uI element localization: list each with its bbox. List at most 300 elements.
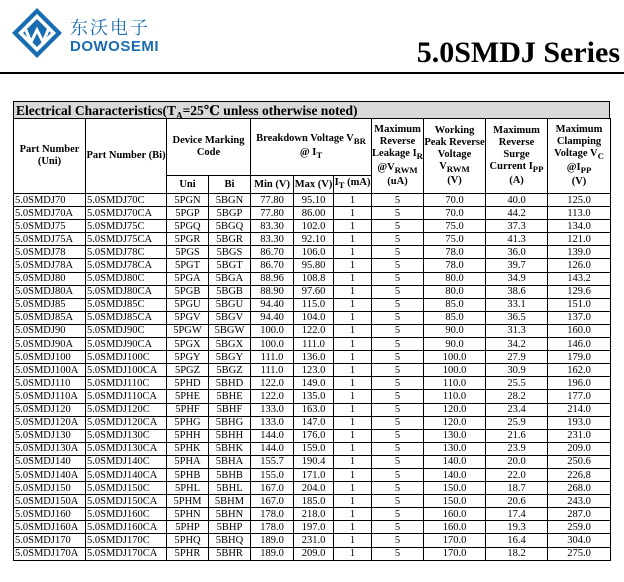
cell-part-uni: 5.0SMDJ150 [14, 482, 86, 495]
cell-vbr-min: 122.0 [251, 390, 294, 403]
cell-part-uni: 5.0SMDJ78 [14, 246, 86, 259]
cell-it: 1 [334, 455, 372, 468]
cell-it: 1 [334, 482, 372, 495]
cell-it: 1 [334, 207, 372, 220]
cell-surge: 30.9 [486, 364, 548, 377]
cell-marking-bi: 5BGV [209, 311, 251, 324]
cell-marking-uni: 5PGA [167, 272, 209, 285]
cell-surge: 31.3 [486, 324, 548, 337]
cell-marking-uni: 5PHH [167, 429, 209, 442]
cell-vrwm: 120.0 [424, 403, 486, 416]
cell-part-uni: 5.0SMDJ130A [14, 442, 86, 455]
cell-leakage: 5 [372, 220, 424, 233]
cell-vbr-max: 147.0 [294, 416, 334, 429]
cell-part-bi: 5.0SMDJ78C [86, 246, 167, 259]
cell-marking-uni: 5PHR [167, 547, 209, 560]
cell-marking-uni: 5PHP [167, 521, 209, 534]
table-row [14, 390, 611, 403]
cell-it: 1 [334, 429, 372, 442]
cell-surge: 34.2 [486, 338, 548, 351]
table-row [14, 403, 611, 416]
cell-part-bi: 5.0SMDJ140C [86, 455, 167, 468]
cell-vrwm: 70.0 [424, 207, 486, 220]
cell-marking-bi: 5BHD [209, 377, 251, 390]
cell-vbr-min: 100.0 [251, 338, 294, 351]
cell-vbr-min: 83.30 [251, 220, 294, 233]
cell-leakage: 5 [372, 259, 424, 272]
cell-clamp: 250.6 [548, 455, 611, 468]
cell-clamp: 113.0 [548, 207, 611, 220]
table-row [14, 298, 611, 311]
brand-name-chinese: 东沃电子 [70, 18, 150, 39]
cell-vrwm: 150.0 [424, 495, 486, 508]
cell-leakage: 5 [372, 311, 424, 324]
cell-part-bi: 5.0SMDJ170CA [86, 547, 167, 560]
cell-vrwm: 110.0 [424, 377, 486, 390]
cell-leakage: 5 [372, 521, 424, 534]
cell-marking-bi: 5BGY [209, 351, 251, 364]
cell-part-uni: 5.0SMDJ100 [14, 351, 86, 364]
cell-clamp: 177.0 [548, 390, 611, 403]
cell-surge: 19.3 [486, 521, 548, 534]
cell-clamp: 196.0 [548, 377, 611, 390]
cell-vbr-min: 88.90 [251, 285, 294, 298]
cell-marking-uni: 5PHA [167, 455, 209, 468]
cell-vbr-max: 190.4 [294, 455, 334, 468]
cell-vbr-max: 159.0 [294, 442, 334, 455]
cell-vrwm: 120.0 [424, 416, 486, 429]
cell-clamp: 137.0 [548, 311, 611, 324]
cell-vbr-max: 209.0 [294, 547, 334, 560]
cell-surge: 44.2 [486, 207, 548, 220]
cell-marking-uni: 5PGY [167, 351, 209, 364]
cell-vbr-max: 115.0 [294, 298, 334, 311]
section-title: Electrical $Characteristics(T_A=25℃$ unless otherwise noted) [13, 101, 610, 118]
cell-part-bi: 5.0SMDJ110CA [86, 390, 167, 403]
cell-part-bi: 5.0SMDJ78CA [86, 259, 167, 272]
cell-it: 1 [334, 220, 372, 233]
table-row [14, 233, 611, 246]
cell-clamp: 126.0 [548, 259, 611, 272]
cell-surge: 28.2 [486, 390, 548, 403]
cell-vbr-max: 176.0 [294, 429, 334, 442]
cell-surge: 20.6 [486, 495, 548, 508]
cell-vrwm: 75.0 [424, 233, 486, 246]
cell-vrwm: 90.0 [424, 338, 486, 351]
cell-part-uni: 5.0SMDJ85A [14, 311, 86, 324]
cell-vbr-max: 136.0 [294, 351, 334, 364]
cell-surge: 41.3 [486, 233, 548, 246]
cell-vrwm: 170.0 [424, 547, 486, 560]
cell-part-bi: 5.0SMDJ85C [86, 298, 167, 311]
cell-part-bi: 5.0SMDJ110C [86, 377, 167, 390]
cell-marking-uni: 5PHN [167, 508, 209, 521]
cell-marking-uni: 5PHQ [167, 534, 209, 547]
cell-leakage: 5 [372, 233, 424, 246]
cell-vbr-min: 178.0 [251, 508, 294, 521]
cell-part-uni: 5.0SMDJ75A [14, 233, 86, 246]
cell-clamp: 275.0 [548, 547, 611, 560]
cell-it: 1 [334, 272, 372, 285]
table-row [14, 246, 611, 259]
header-leakage: Maximum Reverse Leakage $I_R$ $@V_{RWM}$ (uA) [372, 119, 424, 194]
cell-vbr-max: 92.10 [294, 233, 334, 246]
cell-marking-uni: 5PGS [167, 246, 209, 259]
cell-part-uni: 5.0SMDJ140A [14, 468, 86, 481]
cell-it: 1 [334, 468, 372, 481]
cell-clamp: 259.0 [548, 521, 611, 534]
cell-it: 1 [334, 508, 372, 521]
cell-vrwm: 170.0 [424, 534, 486, 547]
cell-leakage: 5 [372, 298, 424, 311]
cell-clamp: 129.6 [548, 285, 611, 298]
cell-surge: 22.0 [486, 468, 548, 481]
cell-it: 1 [334, 285, 372, 298]
cell-vbr-min: 189.0 [251, 547, 294, 560]
cell-vrwm: 90.0 [424, 324, 486, 337]
table-row [14, 285, 611, 298]
cell-vrwm: 160.0 [424, 508, 486, 521]
cell-part-bi: 5.0SMDJ90C [86, 324, 167, 337]
header-vbr-max: Max (V) [294, 176, 334, 194]
cell-surge: 36.5 [486, 311, 548, 324]
cell-leakage: 5 [372, 534, 424, 547]
header-divider [0, 72, 624, 74]
cell-surge: 18.2 [486, 547, 548, 560]
header-part-bi: Part Number (Bi) [86, 119, 167, 194]
table-row [14, 338, 611, 351]
cell-leakage: 5 [372, 324, 424, 337]
cell-clamp: 226.8 [548, 468, 611, 481]
cell-it: 1 [334, 364, 372, 377]
cell-it: 1 [334, 442, 372, 455]
table-body [14, 194, 611, 561]
cell-part-bi: 5.0SMDJ120CA [86, 416, 167, 429]
table-row [14, 495, 611, 508]
cell-part-bi: 5.0SMDJ160CA [86, 521, 167, 534]
cell-vbr-min: 77.80 [251, 194, 294, 207]
cell-surge: 16.4 [486, 534, 548, 547]
cell-part-bi: 5.0SMDJ100C [86, 351, 167, 364]
header-vbr-min: Min (V) [251, 176, 294, 194]
cell-vbr-max: 185.0 [294, 495, 334, 508]
cell-part-uni: 5.0SMDJ78A [14, 259, 86, 272]
table-row [14, 220, 611, 233]
cell-part-uni: 5.0SMDJ85 [14, 298, 86, 311]
cell-clamp: 243.0 [548, 495, 611, 508]
cell-it: 1 [334, 298, 372, 311]
cell-clamp: 139.0 [548, 246, 611, 259]
cell-part-bi: 5.0SMDJ75CA [86, 233, 167, 246]
cell-leakage: 5 [372, 547, 424, 560]
cell-part-bi: 5.0SMDJ75C [86, 220, 167, 233]
cell-vbr-max: 204.0 [294, 482, 334, 495]
cell-vbr-max: 123.0 [294, 364, 334, 377]
cell-marking-bi: 5BHN [209, 508, 251, 521]
cell-vbr-max: 102.0 [294, 220, 334, 233]
cell-leakage: 5 [372, 390, 424, 403]
cell-vbr-min: 100.0 [251, 324, 294, 337]
cell-it: 1 [334, 377, 372, 390]
cell-it: 1 [334, 259, 372, 272]
cell-vrwm: 78.0 [424, 259, 486, 272]
cell-surge: 23.9 [486, 442, 548, 455]
dowosemi-logo-icon [10, 6, 64, 60]
cell-it: 1 [334, 338, 372, 351]
cell-clamp: 151.0 [548, 298, 611, 311]
cell-vbr-max: 108.8 [294, 272, 334, 285]
cell-clamp: 121.0 [548, 233, 611, 246]
cell-vbr-max: 122.0 [294, 324, 334, 337]
cell-marking-bi: 5BGU [209, 298, 251, 311]
cell-vbr-min: 155.0 [251, 468, 294, 481]
cell-marking-bi: 5BHA [209, 455, 251, 468]
table-row [14, 521, 611, 534]
cell-marking-bi: 5BHL [209, 482, 251, 495]
cell-part-bi: 5.0SMDJ150C [86, 482, 167, 495]
cell-marking-uni: 5PGX [167, 338, 209, 351]
cell-leakage: 5 [372, 508, 424, 521]
cell-marking-bi: 5BGX [209, 338, 251, 351]
header-clamp: Maximum Clamping Voltage $V_C$ $@I_{PP}$ (V) [548, 119, 611, 194]
cell-marking-bi: 5BGS [209, 246, 251, 259]
table-row [14, 259, 611, 272]
cell-vbr-min: 133.0 [251, 403, 294, 416]
cell-marking-uni: 5PGB [167, 285, 209, 298]
cell-part-uni: 5.0SMDJ130 [14, 429, 86, 442]
cell-marking-bi: 5BGW [209, 324, 251, 337]
cell-clamp: 304.0 [548, 534, 611, 547]
cell-it: 1 [334, 246, 372, 259]
cell-part-bi: 5.0SMDJ160C [86, 508, 167, 521]
cell-part-uni: 5.0SMDJ150A [14, 495, 86, 508]
cell-part-uni: 5.0SMDJ170 [14, 534, 86, 547]
cell-vbr-max: 231.0 [294, 534, 334, 547]
cell-marking-uni: 5PGN [167, 194, 209, 207]
header-surge: Maximum Reverse Surge Current $I_{PP}$ (A) [486, 119, 548, 194]
cell-vbr-min: 189.0 [251, 534, 294, 547]
cell-vrwm: 140.0 [424, 455, 486, 468]
cell-vbr-max: 163.0 [294, 403, 334, 416]
cell-leakage: 5 [372, 351, 424, 364]
cell-vrwm: 80.0 [424, 272, 486, 285]
cell-marking-bi: 5BHB [209, 468, 251, 481]
cell-leakage: 5 [372, 194, 424, 207]
cell-clamp: 268.0 [548, 482, 611, 495]
cell-vrwm: 70.0 [424, 194, 486, 207]
table-row [14, 442, 611, 455]
cell-vbr-max: 95.10 [294, 194, 334, 207]
cell-leakage: 5 [372, 285, 424, 298]
cell-vrwm: 85.0 [424, 298, 486, 311]
cell-clamp: 125.0 [548, 194, 611, 207]
table-row [14, 377, 611, 390]
cell-vbr-min: 86.70 [251, 246, 294, 259]
cell-part-uni: 5.0SMDJ70 [14, 194, 86, 207]
cell-leakage: 5 [372, 416, 424, 429]
cell-leakage: 5 [372, 403, 424, 416]
cell-vbr-max: 104.0 [294, 311, 334, 324]
header-it: $I_T$ (mA) [334, 176, 372, 194]
cell-vbr-min: 155.7 [251, 455, 294, 468]
cell-marking-bi: 5BGP [209, 207, 251, 220]
cell-vbr-max: 86.00 [294, 207, 334, 220]
cell-part-bi: 5.0SMDJ130CA [86, 442, 167, 455]
cell-vrwm: 130.0 [424, 442, 486, 455]
cell-part-uni: 5.0SMDJ170A [14, 547, 86, 560]
cell-leakage: 5 [372, 482, 424, 495]
cell-marking-bi: 5BGZ [209, 364, 251, 377]
cell-marking-uni: 5PGZ [167, 364, 209, 377]
cell-vbr-min: 83.30 [251, 233, 294, 246]
header-marking-uni: Uni [167, 176, 209, 194]
cell-vbr-min: 178.0 [251, 521, 294, 534]
cell-marking-bi: 5BHP [209, 521, 251, 534]
cell-part-uni: 5.0SMDJ100A [14, 364, 86, 377]
cell-surge: 23.4 [486, 403, 548, 416]
table-row [14, 455, 611, 468]
cell-part-uni: 5.0SMDJ90A [14, 338, 86, 351]
cell-vbr-min: 122.0 [251, 377, 294, 390]
cell-vbr-max: 95.80 [294, 259, 334, 272]
cell-part-uni: 5.0SMDJ110A [14, 390, 86, 403]
cell-it: 1 [334, 194, 372, 207]
cell-leakage: 5 [372, 442, 424, 455]
cell-marking-uni: 5PGT [167, 259, 209, 272]
cell-marking-uni: 5PHG [167, 416, 209, 429]
cell-surge: 21.6 [486, 429, 548, 442]
header-marking-bi: Bi [209, 176, 251, 194]
cell-marking-bi: 5BGQ [209, 220, 251, 233]
cell-vrwm: 85.0 [424, 311, 486, 324]
cell-surge: 40.0 [486, 194, 548, 207]
cell-vrwm: 100.0 [424, 364, 486, 377]
table-row [14, 207, 611, 220]
table-row [14, 364, 611, 377]
cell-vbr-max: 111.0 [294, 338, 334, 351]
cell-clamp: 179.0 [548, 351, 611, 364]
cell-vrwm: 160.0 [424, 521, 486, 534]
cell-vbr-max: 97.60 [294, 285, 334, 298]
cell-surge: 25.9 [486, 416, 548, 429]
table-row [14, 508, 611, 521]
cell-part-uni: 5.0SMDJ160A [14, 521, 86, 534]
cell-part-uni: 5.0SMDJ70A [14, 207, 86, 220]
cell-surge: 38.6 [486, 285, 548, 298]
cell-vrwm: 80.0 [424, 285, 486, 298]
cell-marking-bi: 5BHH [209, 429, 251, 442]
cell-vbr-min: 111.0 [251, 364, 294, 377]
cell-leakage: 5 [372, 455, 424, 468]
cell-vrwm: 100.0 [424, 351, 486, 364]
table-row [14, 547, 611, 560]
cell-surge: 27.9 [486, 351, 548, 364]
cell-marking-bi: 5BHG [209, 416, 251, 429]
cell-vbr-max: 135.0 [294, 390, 334, 403]
electrical-characteristics-table [13, 118, 611, 561]
cell-part-uni: 5.0SMDJ80A [14, 285, 86, 298]
cell-part-bi: 5.0SMDJ80CA [86, 285, 167, 298]
table-row [14, 416, 611, 429]
cell-part-uni: 5.0SMDJ120 [14, 403, 86, 416]
cell-part-uni: 5.0SMDJ80 [14, 272, 86, 285]
cell-surge: 36.0 [486, 246, 548, 259]
cell-clamp: 143.2 [548, 272, 611, 285]
cell-marking-uni: 5PHM [167, 495, 209, 508]
cell-vrwm: 78.0 [424, 246, 486, 259]
cell-marking-bi: 5BGA [209, 272, 251, 285]
header-vrwm: Working Peak Reverse Voltage $V_{RWM}$ (V) [424, 119, 486, 194]
cell-surge: 39.7 [486, 259, 548, 272]
cell-marking-uni: 5PHF [167, 403, 209, 416]
cell-part-bi: 5.0SMDJ70CA [86, 207, 167, 220]
cell-vbr-max: 218.0 [294, 508, 334, 521]
cell-clamp: 231.0 [548, 429, 611, 442]
cell-leakage: 5 [372, 495, 424, 508]
brand-name-english: DOWOSEMI [70, 38, 159, 55]
cell-it: 1 [334, 311, 372, 324]
cell-marking-bi: 5BHR [209, 547, 251, 560]
cell-it: 1 [334, 403, 372, 416]
cell-marking-uni: 5PGV [167, 311, 209, 324]
cell-it: 1 [334, 534, 372, 547]
cell-vbr-min: 94.40 [251, 298, 294, 311]
cell-clamp: 214.0 [548, 403, 611, 416]
cell-marking-bi: 5BHK [209, 442, 251, 455]
cell-marking-uni: 5PGU [167, 298, 209, 311]
cell-part-uni: 5.0SMDJ160 [14, 508, 86, 521]
cell-clamp: 209.0 [548, 442, 611, 455]
cell-vbr-min: 111.0 [251, 351, 294, 364]
cell-vbr-max: 171.0 [294, 468, 334, 481]
cell-part-bi: 5.0SMDJ150CA [86, 495, 167, 508]
cell-it: 1 [334, 416, 372, 429]
table-row [14, 272, 611, 285]
table-row [14, 324, 611, 337]
cell-marking-bi: 5BGN [209, 194, 251, 207]
cell-vbr-min: 167.0 [251, 482, 294, 495]
cell-marking-bi: 5BGT [209, 259, 251, 272]
cell-marking-bi: 5BHM [209, 495, 251, 508]
cell-marking-uni: 5PGP [167, 207, 209, 220]
cell-marking-uni: 5PGQ [167, 220, 209, 233]
cell-leakage: 5 [372, 364, 424, 377]
cell-vbr-min: 167.0 [251, 495, 294, 508]
cell-part-bi: 5.0SMDJ170C [86, 534, 167, 547]
cell-it: 1 [334, 390, 372, 403]
cell-vrwm: 75.0 [424, 220, 486, 233]
page-header [0, 0, 624, 76]
cell-marking-bi: 5BGR [209, 233, 251, 246]
cell-part-uni: 5.0SMDJ140 [14, 455, 86, 468]
table-row [14, 311, 611, 324]
cell-leakage: 5 [372, 377, 424, 390]
cell-clamp: 134.0 [548, 220, 611, 233]
cell-vrwm: 140.0 [424, 468, 486, 481]
cell-part-bi: 5.0SMDJ80C [86, 272, 167, 285]
cell-leakage: 5 [372, 429, 424, 442]
cell-clamp: 162.0 [548, 364, 611, 377]
cell-surge: 34.9 [486, 272, 548, 285]
cell-vbr-max: 149.0 [294, 377, 334, 390]
cell-vbr-max: 106.0 [294, 246, 334, 259]
cell-vbr-min: 144.0 [251, 429, 294, 442]
table-row [14, 482, 611, 495]
cell-it: 1 [334, 495, 372, 508]
cell-vbr-min: 94.40 [251, 311, 294, 324]
cell-marking-uni: 5PHE [167, 390, 209, 403]
cell-part-uni: 5.0SMDJ75 [14, 220, 86, 233]
